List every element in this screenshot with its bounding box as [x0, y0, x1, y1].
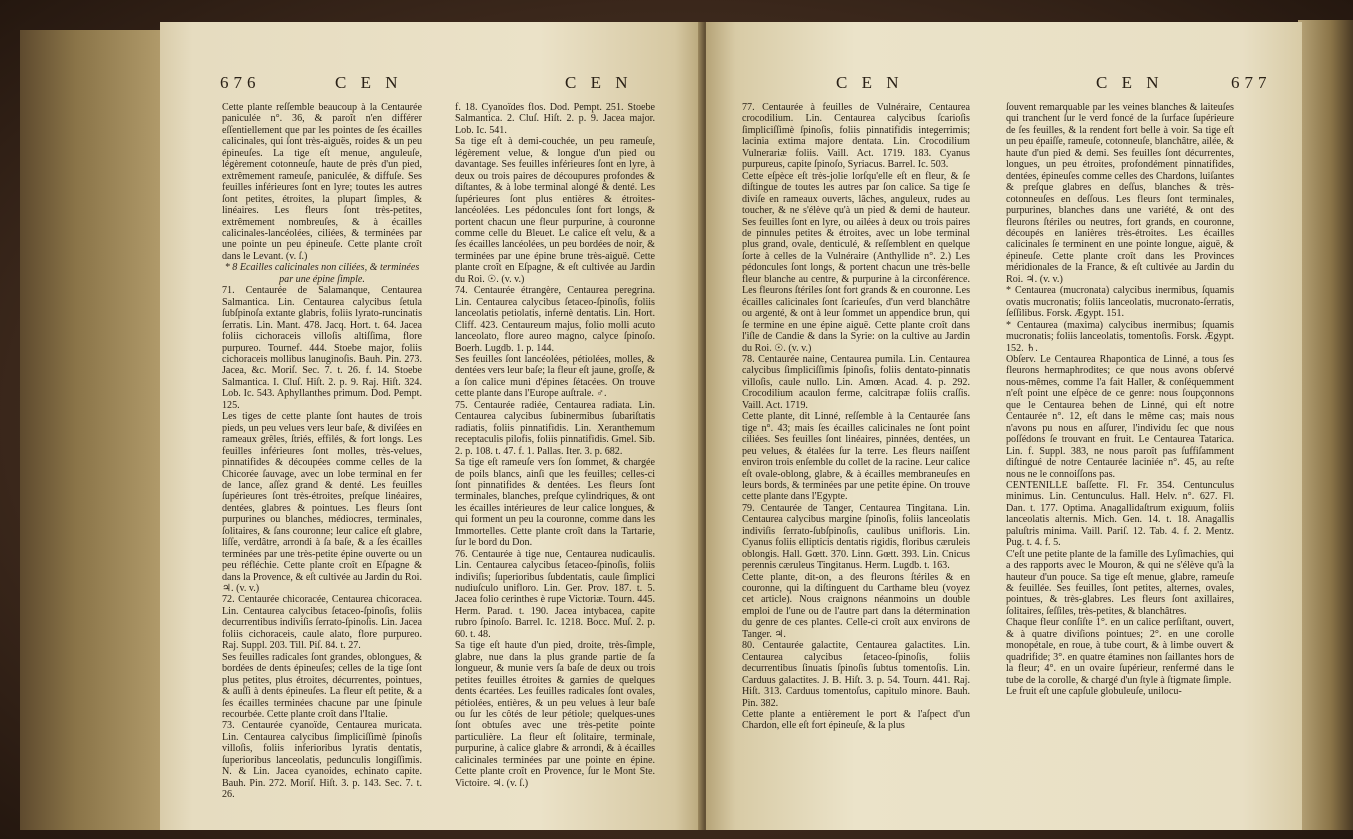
- paragraph: Cette plante a entièrement le port & l'aſpect d'un Chardon, elle eſt fort épineuſe, & la plus: [742, 709, 970, 732]
- paragraph: f. 18. Cyanoïdes flos. Dod. Pempt. 251. Stoebe Salmantica. 2. Cluſ. Hiſt. 2. p. 9. Jacea major. Lob. Ic. 541.: [455, 102, 655, 136]
- running-head-left-2: C E N: [565, 73, 633, 92]
- paragraph: Chaque fleur conſiſte 1°. en un calice perſiſtant, ouvert, & à quatre diviſions pointues; 2°. en une corolle monopétale, en roue, à tube court, & à limbe ouvert & quadrifide; 3°. en quatre étamines non ſaillantes hors de la fleur; 4°. en un ovaire ſupérieur, renfermé dans le tube de la corolle, & chargé d'un ſtyle à ſtigmate ſimple.: [1006, 617, 1234, 686]
- book-edge-right: [1298, 20, 1353, 830]
- right-page: [706, 22, 1302, 830]
- paragraph: * 8 Ecailles calicinales non ciliées, & terminées par une épine ſimple.: [224, 262, 420, 285]
- paragraph: 78. Centaurée naine, Centaurea pumila. Lin. Centaurea calycibus ſimpliciſſimis ſpinoſis, foliis dentato-pinnatis villoſis, caule nullo. Lin. Amœn. Acad. 4. p. 292. Crocodilium acaulon ferme, calcitrapæ foliis craſſis. Vaill. Act. 1719.: [742, 353, 970, 411]
- page-number-right: 677: [1231, 73, 1272, 92]
- paragraph: Sa tige eſt à demi-couchée, un peu rameuſe, légèrement velue, & longue d'un pied ou davantage. Ses feuilles inférieures ſont en lyre, à deux ou trois paires de découpures profondes & diſtantes, & à lobe terminal alongé & denté. Les ſupérieures ſont plus entières & étroites-lancéolées. Les pédoncules ſont fort longs, & portent chacun une fleur purpurine, à couronne comme celle du Bleuet. Le calice eſt velu, & a ſes écailles lancéolées, un peu bordées de noir, & terminées par une épine brune très-aiguë. Cette plante croît en Eſpagne, & eſt cultivée au Jardin du Roi. ☉. (v. v.): [455, 136, 655, 285]
- paragraph: Cette plante reſſemble beaucoup à la Centaurée paniculée n°. 36, & paroît n'en différer eſſentiellement que par les pointes de ſes écailles calicinales, qui ſont très-aiguës, roides & un peu épineuſes. La tige eſt menue, anguleuſe, légèrement cotonneuſe, haute de près d'un pied, extrêmement rameuſe, paniculée, & diffuſe. Ses feuilles inférieures ſont en lyre; toutes les autres ſont petites, étroites, la plupart ſimples, & linéaires. Les fleurs ſont très-petites, extrêmement nombreuſes, & à écailles calicinales-lancéolées, ciliées, & terminées par une pointe un peu épineuſe. Cette plante croît dans le Levant. (v. ſ.): [222, 102, 422, 262]
- paragraph: Cette plante, dit-on, a des fleurons ſtériles & en couronne, qui la diſtinguent du Carthame bleu (voyez cet article). Nous craignons néanmoins un double emploi de l'une ou de l'autre part dans la détermination du genre de ces plantes. Celle-ci croît aux environs de Tanger. ♃.: [742, 571, 970, 640]
- paragraph: Le fruit eſt une capſule globuleuſe, unilocu-: [1006, 686, 1182, 698]
- running-head-right-2: C E N: [1096, 73, 1164, 92]
- paragraph: * Centaurea (mucronata) calycibus inermibus, ſquamis ovatis mucronatis; foliis lanceolatis, mucronato-ſerratis, ſeſſilibus. Forsk. Ægypt. 151.: [1006, 285, 1234, 320]
- right-page-column-1: [742, 102, 970, 732]
- paragraph: Cette plante, dit Linné, reſſemble à la Centaurée ſans tige n°. 43; mais ſes écailles calicinales ne ſont point ciliées. Ses feuilles ſont linéaires, pinnées, dentées, un peu velues, & étalées ſur la terre. Les fleurs naiſſent environ trois enſemble du collet de la racine. Leur calice eſt ovale-oblong, glabre, & à écailles membraneuſes en leurs bords, & terminées par une petite épine. On trouve cette plante dans l'Egypte.: [742, 411, 970, 503]
- paragraph: Obſerv. Le Centaurea Rhapontica de Linné, a tous ſes fleurons hermaphrodites; ce que nous avons obſervé nous-mêmes, comme l'a fait Haller, & conſéquemment n'eſt point une eſpèce de ce genre: nous ſoupçonnons que le Centaurea behen de Linné, qui eſt notre Centaurée n°. 12, eſt dans le même cas; mais nous n'avons pu nous en aſſurer, l'individu ſec que nous poſſédons ſe trouvant en fruit. Le Centaurea Tatarica. Lin. f. Suppl. 383, ne nous paroît pas ſuffiſamment diſtingué de notre Centaurée laciniée n°. 45, au reſte nous ne le connoiſſons pas.: [1006, 353, 1234, 480]
- left-page-column-2: [455, 102, 655, 789]
- paragraph: 74. Centaurée étrangère, Centaurea peregrina. Lin. Centaurea calycibus ſetaceo-ſpinoſis, foliis lanceolatis petiolatis, infernè dentatis. Lin. Hort. Cliff. 423. Centaureum majus, folio molli acuto lanceolato, flore aureo magno, calyce ſpinoſo. Boerh. Lugdb. 1. p. 144.: [455, 285, 655, 354]
- paragraph: 72. Centaurée chicoracée, Centaurea chicoracea. Lin. Centaurea calycibus ſetaceo-ſpinoſis, foliis decurrentibus indiviſis ſerrato-ſpinoſis. Lin. Jacea foliis cichoraceis, caule alato, flore purpureo. Raj. Suppl. 203. Till. Piſ. 84. t. 27.: [222, 594, 422, 652]
- book-edge-left: [20, 30, 160, 830]
- paragraph: 80. Centaurée galactite, Centaurea galactites. Lin. Centaurea calycibus ſetaceo-ſpinoſis, foliis decurrentibus ſinuatis ſpinoſis ſubtus tomentoſis. Lin. Carduus galactites. J. B. Hiſt. 3. p. 54. Tourn. 441. Raj. Hiſt. 313. Carduus tomentoſus, capitulo minore. Bauh. Pin. 382.: [742, 640, 970, 709]
- left-page: [160, 22, 702, 830]
- paragraph: Les tiges de cette plante ſont hautes de trois pieds, un peu velues vers leur baſe, & diviſées en rameaux grêles, ſtriés, effilés, & fort longs. Les feuilles inférieures ſont molles, très-velues, pinnatifides & découpées comme celles de la Chicorée ſauvage, avec un lobe terminal en fer de lance, aſſez grand & denté. Les feuilles ſupérieures ſont très-étroites, preſque linéaires, dentées, glabres & pointues. Les fleurs ſont purpurines ou blanches, médiocres, terminales, ſolitaires, & ſans couronne; leur calice eſt glabre, liſſe, verdâtre, arrondi à ſa baſe, & a ſes écailles terminées par une très-petite épine ouverte ou un peu réfléchie. Cette plante croît en Eſpagne & dans la Provence, & eſt cultivée au Jardin du Roi. ♃. (v. v.): [222, 411, 422, 595]
- paragraph: C'eſt une petite plante de la famille des Lyſimachies, qui a des rapports avec le Mouron, & qui ne s'élève qu'à la hauteur d'un pouce. Sa tige eſt menue, glabre, rameuſe & feuillée. Ses feuilles, ſont petites, alternes, ovales, pointues, & très-glabres. Les fleurs ſont axillaires, ſolitaires, ſeſſiles, très-petites, & blanchâtres.: [1006, 548, 1234, 617]
- paragraph: * Centaurea (maxima) calycibus inermibus; ſquamis mucronatis; foliis lanceolatis, tomentoſis. Forsk. Ægypt. 152. ♄.: [1006, 319, 1234, 354]
- right-page-column-2: [1006, 102, 1234, 698]
- paragraph: 76. Centaurée à tige nue, Centaurea nudicaulis. Lin. Centaurea calycibus ſetaceo-ſpinoſis, foliis indiviſis; ſuperioribus ſubdentatis, caule ſimplici nudiuſculo unifloro. Lin. Ger. Prov. 187. t. 5. Jacea folio cerinthes è rupe Victoriæ. Tourn. 445. Herm. Parad. t. 190. Jacea intybacea, capite rubro ſpinoſo. Barrel. Ic. 1218. Bocc. Muſ. 2. p. 60. t. 48.: [455, 548, 655, 640]
- paragraph: Ses feuilles ſont lancéolées, pétiolées, molles, & dentées vers leur baſe; la fleur eſt jaune, groſſe, & a ſon calice muni d'épines ſétacées. On trouve cette plante dans l'Europe auſtrale. ♂.: [455, 353, 655, 400]
- paragraph: Sa tige eſt haute d'un pied, droite, très-ſimple, glabre, nue dans la plus grande partie de ſa longueur, & munie vers ſa baſe de deux ou trois petites feuilles étroites & garnies de quelques dents écartées. Les feuilles radicales ſont ovales, pétiolées, entières, & un peu velues à leur baſe ou ſur les côtés de leur pétiole; quelques-unes ſont obtuſes avec une très-petite pointe particulière. La fleur eſt ſolitaire, terminale, purpurine, à calice glabre & arrondi, & à écailles calicinales terminées par une pointe en épine. Cette plante croît en Provence, ſur le Mont Ste. Victoire. ♃. (v. ſ.): [455, 640, 655, 789]
- paragraph: Sa tige eſt rameuſe vers ſon ſommet, & chargée de poils blancs, ainſi que les feuilles; celles-ci ſont pinnatifides & dentées. Les fleurs ſont terminales, blanches, preſque cylindriques, & ont les écailles intérieures de leur calice longues, & qui forment un peu la couronne, comme dans les Immortelles. Cette plante croît dans la Tartarie, ſur le bord du Don.: [455, 457, 655, 549]
- running-head-left-1: C E N: [335, 73, 403, 92]
- paragraph: 79. Centaurée de Tanger, Centaurea Tingitana. Lin. Centaurea calycibus margine ſpinoſis, foliis lanceolatis indiviſis ſerrato-ſubſpinoſis, caulibus unifloris. Lin. Cyanus foliis ellipticis dentatis rigidis, floribus cæruleis oblongis. Hall. Gœtt. 370. Linn. Gœtt. 393. Lin. Cnicus perennis cæruleus Tingitanus. Herm. Lugdb. t. 163.: [742, 502, 970, 572]
- left-page-column-1: [222, 102, 422, 801]
- paragraph: 77. Centaurée à feuilles de Vulnéraire, Centaurea crocodilium. Lin. Centaurea calycibus ſcarioſis ſimpliciſſimè ſpinoſis, foliis pinnatifidis integerrimis; lacinia extima majore dentata. Lin. Crocodilium Vulnerariæ foliis. Vaill. Act. 1719. 183. Cyanus purpureus, capite ſpinoſo, Syriacus. Barrel. Ic. 503.: [742, 102, 970, 171]
- paragraph: ſouvent remarquable par les veines blanches & laiteuſes qui tranchent ſur le verd foncé de la ſurface ſupérieure de ſes feuilles, & la rendent fort belle à voir. Sa tige eſt un peu épaiſſe, rameuſe, cotonneuſe, blanchâtre, ailée, & haute d'un pied & demi. Ses feuilles ſont décurrentes, longues, un peu étroites, profondément pinnatifides, dentées, épineuſes comme celles des Chardons, luiſantes & preſque glabres en deſſus, blanches & très-cotonneuſes en deſſous. Les fleurs ſont terminales, purpurines, blanches dans une variété, & ont des fleurons ſtériles ou neutres, fort grands, en couronne, découpés en lanières très-étroites. Les écailles calicinales ſe terminent en une pointe longue, aiguë, & épineuſe. Cette plante croît dans les Provinces méridionales de la France, & eſt cultivée au Jardin du Roi. ♃. (v. v.): [1006, 102, 1234, 285]
- paragraph: 75. Centaurée radiée, Centaurea radiata. Lin. Centaurea calycibus ſubinermibus ſubariſtatis radiatis, foliis pinnatifidis. Lin. Xeranthemum receptaculis pilofis, foliis pinnatifidis. Gmel. Sib. 2. p. 108. t. 47. f. 1. Pallas. Iter. 3. p. 682.: [455, 399, 655, 457]
- running-head-right-1: C E N: [836, 73, 904, 92]
- paragraph: CENTENILLE baſſette. Fl. Fr. 354. Centunculus minimus. Lin. Centunculus. Hall. Helv. n°. 627. Fl. Dan. t. 177. Optima. Anagallidaſtrum exiguum, foliis lanceolatis alternis. Mich. Gen. 14. t. 18. Anagallis paluſtris minima. Vaill. Pariſ. 12. Tab. 4. f. 2. Mentz. Pug. t. 4. f. 5.: [1006, 479, 1234, 549]
- paragraph: Ses feuilles radicales ſont grandes, oblongues, & bordées de dents épineuſes; celles de la tige ſont plus petites, plus étroites, décurrentes, pointues, & auſſi à dents épineuſes. La fleur eſt petite, & a ſes écailles terminées chacune par une ſpinule recourbée. Cette plante croît dans l'Italie.: [222, 651, 422, 721]
- paragraph: 73. Centaurée cyanoïde, Centaurea muricata. Lin. Centaurea calycibus ſimpliciſſimè ſpinoſis villoſis, foliis inferioribus lyratis dentatis, ſuperioribus lanceolatis, pedunculis longiſſimis. N. & Lin. Jacea cyanoides, echinato capite. Bauh. Pin. 272. Moriſ. Hiſt. 3. p. 143. Sec. 7. t. 26.: [222, 720, 422, 801]
- paragraph: 71. Centaurée de Salamanque, Centaurea Salmantica. Lin. Centaurea calycibus ſetula ſubſpinoſa extante glabris, foliis lyrato-runcinatis ſerratis. Lin. Mant. 478. Jacq. Hort. t. 64. Jacea foliis cichoraceis villoſis altiſſima, flore purpureo. Tournef. 444. Stoebe major, foliis cichoraceis mollibus lanuginoſis. Bauh. Pin. 273. Jacea, &c. Moriſ. Sec. 7. t. 26. f. 14. Stoebe Salmantica. I. Cluſ. Hiſt. 2. p. 9. Raj. Hiſt. 324. Lob. Ic. 543. Aphyllanthes primum. Dod. Pempt. 125.: [222, 285, 422, 411]
- page-number-left: 676: [220, 73, 261, 92]
- paragraph: Cette eſpèce eſt très-jolie lorſqu'elle eſt en fleur, & ſe diſtingue de toutes les autres par ſon calice. Sa tige ſe diviſe en rameaux ouverts, lâches, anguleux, rudes au toucher, & ne s'élève qu'à un pied & demi de hauteur. Ses feuilles ſont en lyre, ou ailées à deux ou trois paires de pinnules petites & étroites, avec un lobe terminal plus grand, ovale, denticulé, & reſſemblent en quelque ſorte à celles de la Vulnéraire (Anthyllide n°. 2.) Les pédoncules ſont longs, & portent chacun une très-belle fleur blanche au centre, & purpurine à la circonférence. Les fleurons ſtériles ſont fort grands & en couronne. Les écailles calicinales ſont ſcarieuſes, d'un verd blanchâtre ou argenté, & ont à leur ſommet un appendice brun, qui ſe termine en une épine aiguë. Cette plante croît dans l'iſle de Candie & dans la Syrie: on la cultive au Jardin du Roi. ☉. (v. v.): [742, 170, 970, 354]
